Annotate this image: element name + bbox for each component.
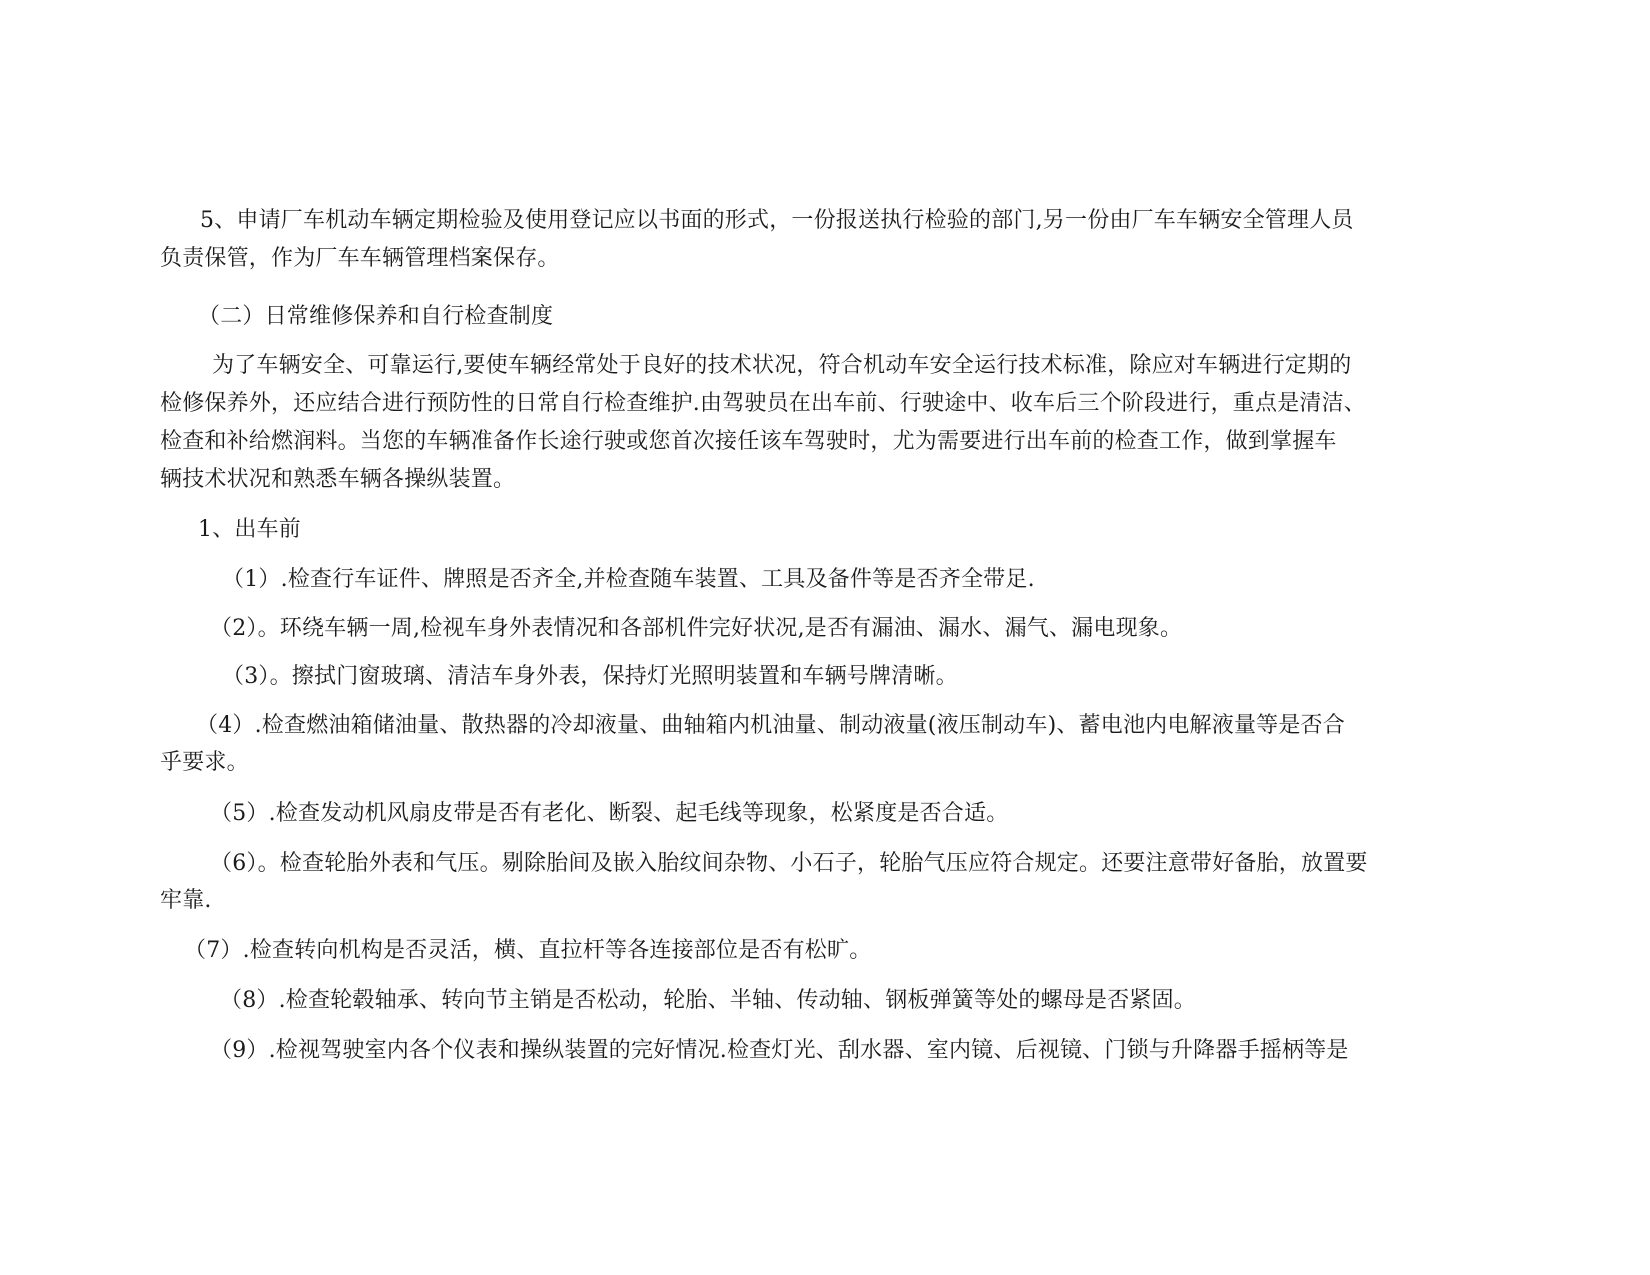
item-5: （5）.检查发动机风扇皮带是否有老化、断裂、起毛线等现象，松紧度是否合适。 <box>210 801 1009 826</box>
paragraph-3-line-3: 检查和补给燃润料。当您的车辆准备作长途行驶或您首次接任该车驾驶时，尤为需要进行出车前的检查工作，做到掌握车 <box>160 429 1337 454</box>
paragraph-3-line-4: 辆技术状况和熟悉车辆各操纵装置。 <box>160 467 516 492</box>
item-6-line-1: （6）。检查轮胎外表和气压。剔除胎间及嵌入胎纹间杂物、小石子，轮胎气压应符合规定。还要注意带好备胎，放置要 <box>210 851 1368 876</box>
subheading-before-departure: 1、出车前 <box>198 517 301 542</box>
paragraph-1-line-2: 负责保管，作为厂车车辆管理档案保存。 <box>160 246 560 271</box>
paragraph-3-line-1: 为了车辆安全、可靠运行,要使车辆经常处于良好的技术状况，符合机动车安全运行技术标准，除应对车辆进行定期的 <box>212 353 1352 378</box>
item-7: （7）.检查转向机构是否灵活，横、直拉杆等各连接部位是否有松旷。 <box>184 938 872 963</box>
paragraph-1-line-1: 5、申请厂车机动车辆定期检验及使用登记应以书面的形式，一份报送执行检验的部门,另一份由厂车车辆安全管理人员 <box>200 208 1354 233</box>
item-6-line-2: 牢靠. <box>160 888 212 913</box>
item-1: （1）.检查行车证件、牌照是否齐全,并检查随车装置、工具及备件等是否齐全带足. <box>222 567 1035 592</box>
section-heading: （二）日常维修保养和自行检查制度 <box>198 304 554 329</box>
paragraph-3-line-2: 检修保养外，还应结合进行预防性的日常自行检查维护.由驾驶员在出车前、行驶途中、收车后三个阶段进行，重点是清洁、 <box>160 391 1366 416</box>
item-9: （9）.检视驾驶室内各个仪表和操纵装置的完好情况.检查灯光、刮水器、室内镜、后视镜、门锁与升降器手摇柄等是 <box>210 1038 1349 1063</box>
item-4-line-2: 乎要求。 <box>160 750 249 775</box>
item-4-line-1: （4）.检查燃油箱储油量、散热器的冷却液量、曲轴箱内机油量、制动液量(液压制动车)、蓄电池内电解液量等是否合 <box>196 713 1345 738</box>
item-3: （3）。擦拭门窗玻璃、清洁车身外表，保持灯光照明装置和车辆号牌清晰。 <box>222 664 958 689</box>
item-2: （2）。环绕车辆一周,检视车身外表情况和各部机件完好状况,是否有漏油、漏水、漏气、漏电现象。 <box>210 616 1183 641</box>
item-8: （8）.检查轮毂轴承、转向节主销是否松动，轮胎、半轴、传动轴、钢板弹簧等处的螺母是否紧固。 <box>220 988 1196 1013</box>
